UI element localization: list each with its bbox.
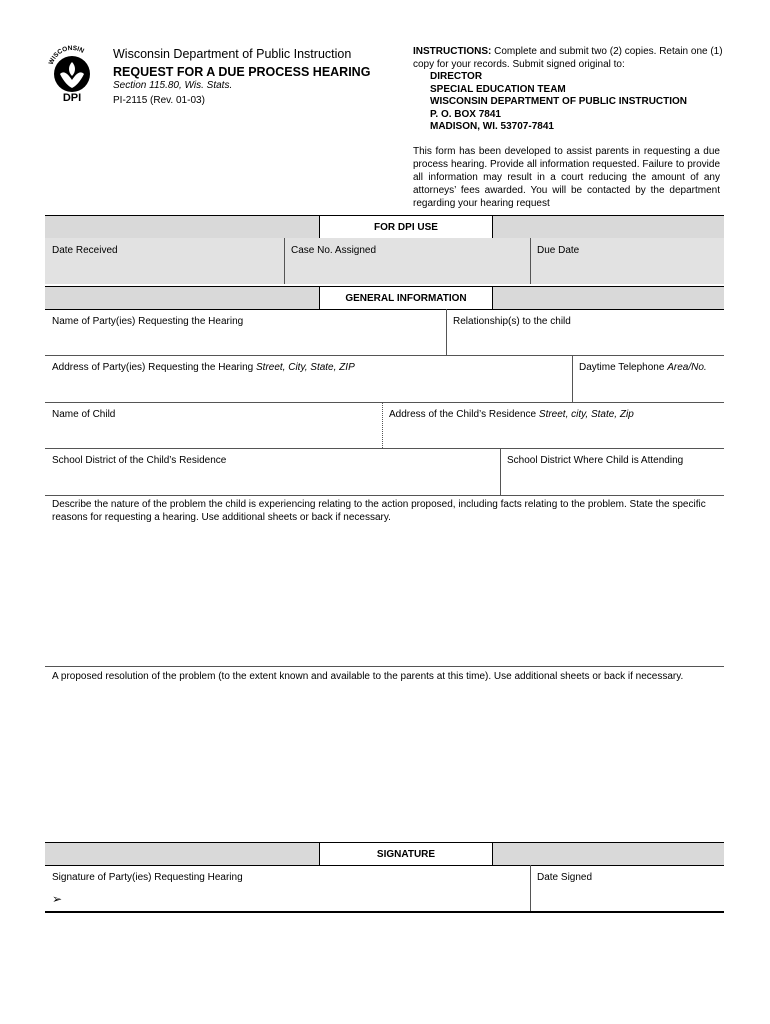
agency-name: Wisconsin Department of Public Instruction bbox=[113, 47, 352, 61]
child-name-label: Name of Child bbox=[52, 409, 116, 420]
party-address-field[interactable] bbox=[45, 355, 572, 402]
due-date-label: Due Date bbox=[537, 245, 580, 256]
school-district-residence-field[interactable] bbox=[45, 448, 500, 495]
daytime-phone-field[interactable] bbox=[572, 355, 724, 402]
instructions bbox=[413, 46, 723, 134]
statute-reference: Section 115.80, Wis. Stats. bbox=[113, 80, 233, 91]
relationship-field[interactable] bbox=[446, 309, 724, 355]
school-district-residence-label: School District of the Child’s Residence bbox=[52, 455, 227, 466]
problem-description-area[interactable] bbox=[45, 496, 724, 666]
child-address-label: Address of the Child’s Residence bbox=[389, 409, 537, 420]
form-intro: This form has been developed to assist parents in requesting a due process hearing. Provide all information requested. Failure to provide all information may result in a court reducing the amount of any attorneys’ fees awarded. You will be contacted by the department regarding your hearing request bbox=[413, 146, 720, 209]
party-name-field[interactable] bbox=[45, 309, 446, 355]
signature-bottom-rule bbox=[45, 911, 724, 913]
general-info-heading: GENERAL INFORMATION bbox=[319, 287, 493, 309]
signature-heading: SIGNATURE bbox=[319, 843, 493, 865]
date-signed-label: Date Signed bbox=[537, 872, 593, 883]
general-info-band bbox=[45, 286, 724, 310]
date-signed-field[interactable] bbox=[530, 865, 724, 912]
dpi-use-heading: FOR DPI USE bbox=[319, 216, 493, 238]
address-line: DIRECTOR bbox=[430, 71, 483, 82]
date-received-field[interactable] bbox=[45, 238, 284, 284]
form-title: REQUEST FOR A DUE PROCESS HEARING bbox=[113, 65, 371, 79]
signature-label: Signature of Party(ies) Requesting Hearing bbox=[52, 872, 243, 883]
form-number: PI-2115 (Rev. 01-03) bbox=[113, 95, 205, 106]
signature-field[interactable] bbox=[45, 865, 530, 912]
daytime-phone-hint: Area/No. bbox=[667, 362, 707, 373]
case-number-label: Case No. Assigned bbox=[291, 245, 377, 256]
proposed-resolution-area[interactable] bbox=[45, 667, 724, 841]
school-district-attending-label: School District Where Child is Attending bbox=[507, 455, 684, 466]
address-line: WISCONSIN DEPARTMENT OF PUBLIC INSTRUCTION bbox=[430, 96, 688, 107]
dpi-use-band bbox=[45, 215, 724, 239]
party-address-label: Address of Party(ies) Requesting the Hearing bbox=[52, 362, 254, 373]
dpi-logo bbox=[46, 44, 98, 104]
address-line: P. O. BOX 7841 bbox=[430, 108, 501, 120]
address-line: SPECIAL EDUCATION TEAM bbox=[430, 83, 566, 95]
party-address-hint: Street, City, State, ZIP bbox=[256, 362, 355, 373]
daytime-phone-label: Daytime Telephone bbox=[579, 362, 665, 373]
party-name-label: Name of Party(ies) Requesting the Hearing bbox=[52, 316, 244, 327]
child-name-field[interactable] bbox=[45, 402, 382, 448]
child-address-field[interactable] bbox=[382, 402, 724, 448]
school-district-attending-field[interactable] bbox=[500, 448, 724, 495]
problem-description-label: Describe the nature of the problem the child is experiencing relating to the action proposed, including facts relating to the problem. State the specific reasons for requesting a hearing. Use additional sheets or back if necessary. bbox=[52, 499, 706, 523]
instructions-label: INSTRUCTIONS: bbox=[413, 46, 492, 57]
case-number-field[interactable] bbox=[284, 238, 530, 284]
address-line: MADISON, WI. 53707-7841 bbox=[430, 121, 554, 132]
date-received-label: Date Received bbox=[52, 245, 118, 256]
logo-text-bottom: DPI bbox=[62, 92, 82, 104]
logo-text-top: WISCONSIN bbox=[47, 44, 86, 66]
instructions-text: Complete and submit two (2) copies. Retain one (1) copy for your records. Submit signed original to: bbox=[413, 46, 723, 70]
child-address-hint: Street, city, State, Zip bbox=[538, 409, 634, 420]
signature-band bbox=[45, 842, 724, 866]
proposed-resolution-label: A proposed resolution of the problem (to the extent known and available to the parents at this time). Use additional sheets or back if necessary. bbox=[52, 671, 684, 682]
arrow-bullet-icon: ➢ bbox=[52, 892, 63, 906]
due-date-field[interactable] bbox=[530, 238, 724, 284]
relationship-label: Relationship(s) to the child bbox=[453, 316, 571, 327]
